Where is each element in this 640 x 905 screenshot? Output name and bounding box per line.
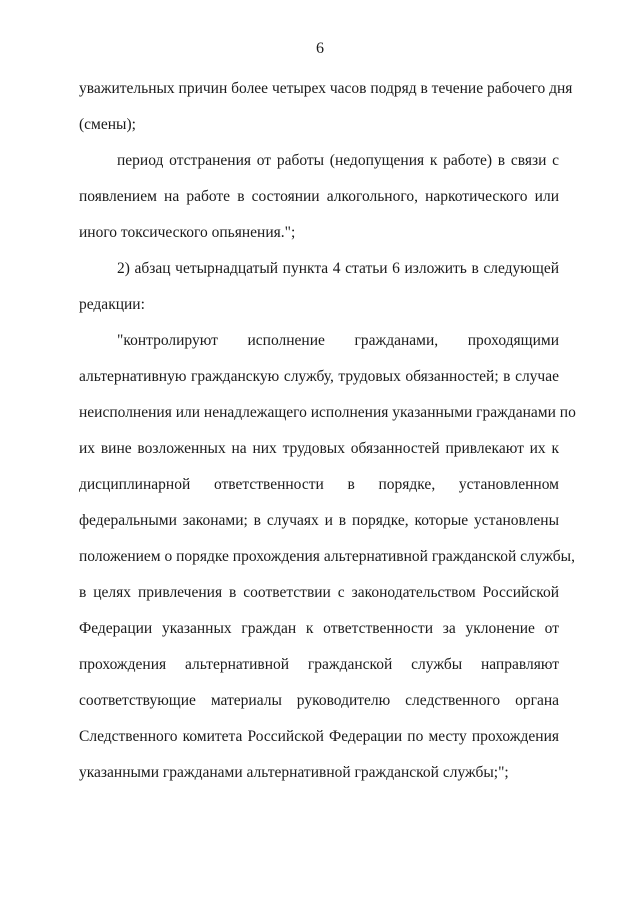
text-line: Федерации указанных граждан к ответственности за уклонение от bbox=[79, 620, 559, 637]
text-line: положением о порядке прохождения альтернативной гражданской службы, bbox=[79, 548, 575, 565]
text-line: иного токсического опьянения."; bbox=[79, 224, 296, 241]
paragraph bbox=[79, 71, 573, 143]
text-line: период отстранения от работы (недопущения к работе) в связи с bbox=[117, 152, 559, 169]
text-line: указанными гражданами альтернативной гражданской службы;"; bbox=[79, 764, 509, 781]
text-line: в целях привлечения в соответствии с законодательством Российской bbox=[79, 584, 559, 601]
text-line: уважительных причин более четырех часов подряд в течение рабочего дня bbox=[79, 80, 573, 97]
paragraph bbox=[79, 251, 559, 323]
text-line: соответствующие материалы руководителю следственного органа bbox=[79, 692, 559, 709]
paragraph bbox=[79, 323, 576, 791]
text-line: неисполнения или ненадлежащего исполнения указанными гражданами по bbox=[79, 404, 576, 421]
text-line: дисциплинарной ответственности в порядке, установленном bbox=[79, 476, 559, 493]
page-number: 6 bbox=[316, 40, 324, 57]
text-line: "контролируют исполнение гражданами, проходящими bbox=[117, 332, 559, 349]
text-line: федеральными законами; в случаях и в порядке, которые установлены bbox=[79, 512, 559, 529]
text-line: редакции: bbox=[79, 296, 145, 313]
text-line: 2) абзац четырнадцатый пункта 4 статьи 6 изложить в следующей bbox=[117, 260, 559, 277]
text-line: альтернативную гражданскую службу, трудовых обязанностей; в случае bbox=[79, 368, 559, 385]
text-line: появлением на работе в состоянии алкогольного, наркотического или bbox=[79, 188, 559, 205]
text-line: их вине возложенных на них трудовых обязанностей привлекают их к bbox=[79, 440, 559, 457]
paragraph bbox=[79, 143, 559, 251]
text-line: (смены); bbox=[79, 116, 136, 133]
text-line: прохождения альтернативной гражданской службы направляют bbox=[79, 656, 559, 673]
text-line: Следственного комитета Российской Федерации по месту прохождения bbox=[79, 728, 559, 745]
document-body bbox=[79, 71, 576, 791]
